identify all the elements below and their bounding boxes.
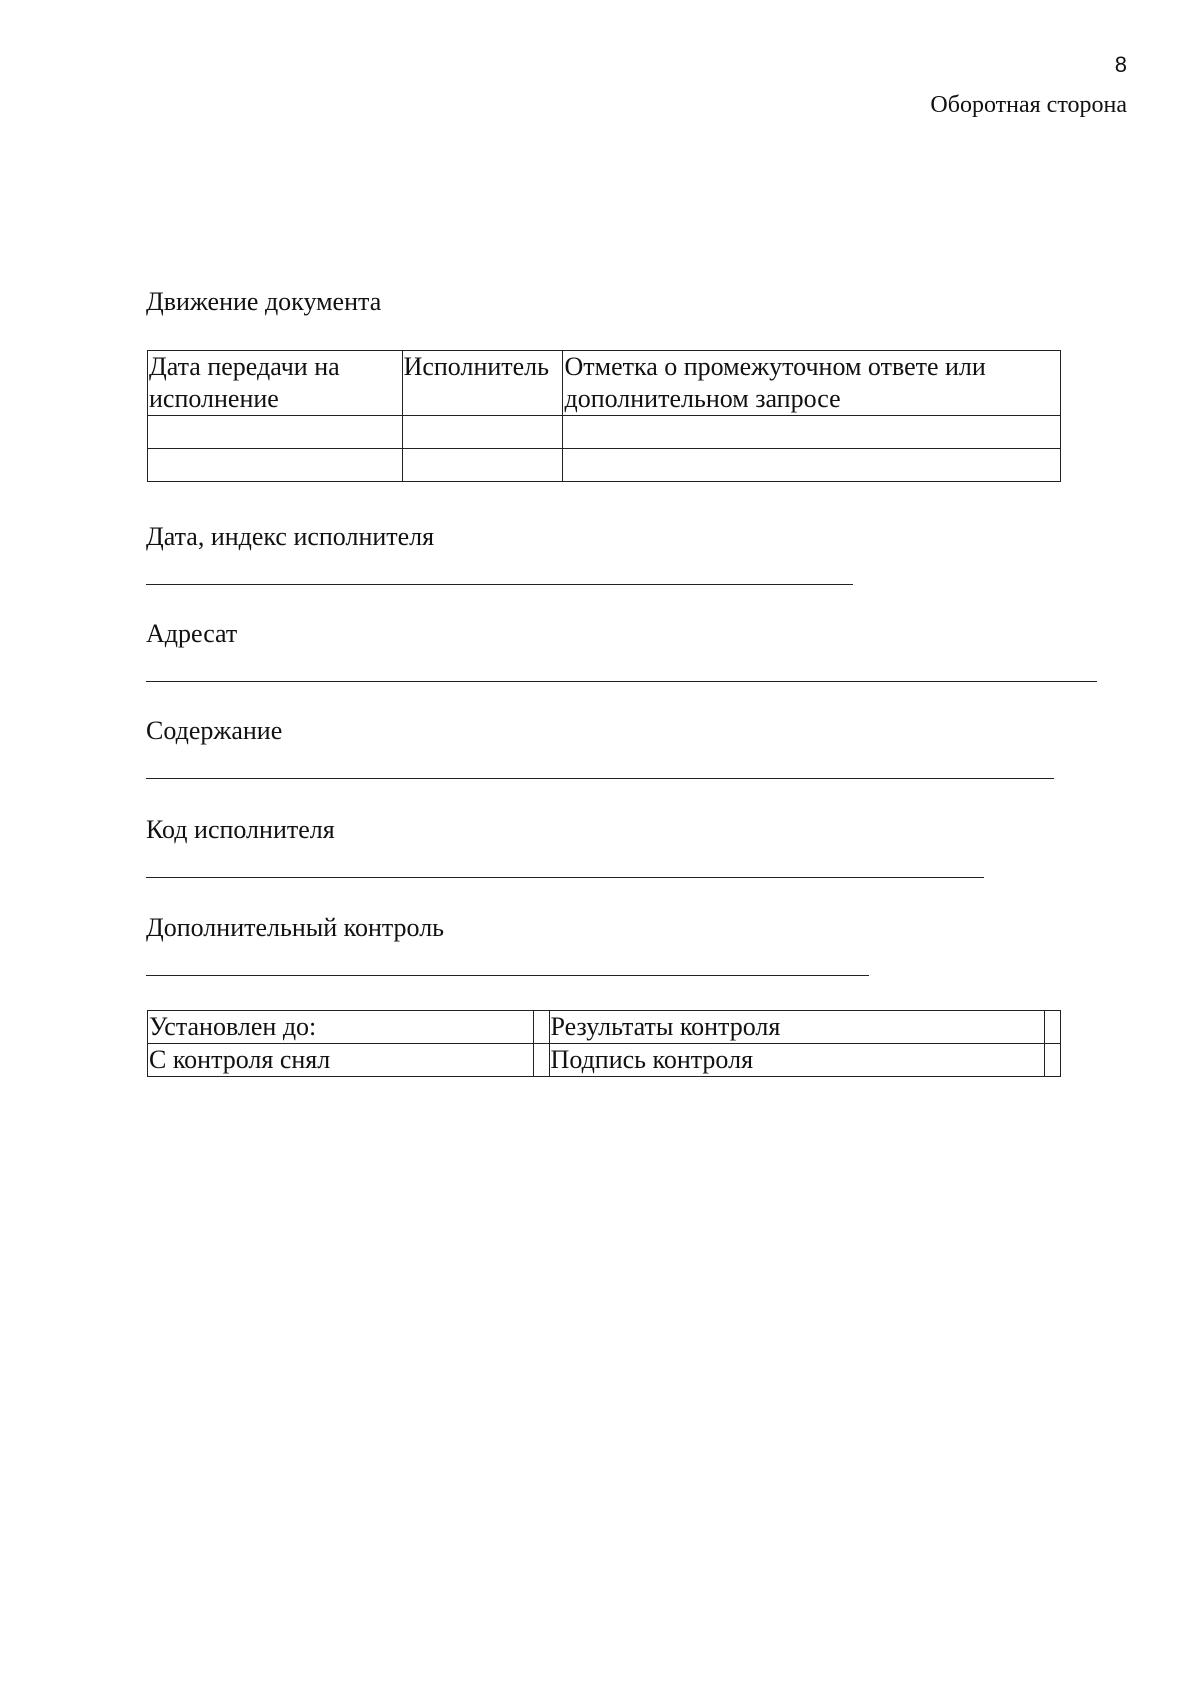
control-results-label: Результаты контроля [549,1011,1044,1044]
movement-cell[interactable] [148,449,403,482]
additional-control-label: Дополнительный контроль [146,913,445,942]
movement-header-date-line-1: Дата передачи на [149,352,340,381]
control-signature-value[interactable] [1045,1044,1061,1077]
table-row [148,449,1061,482]
movement-header-note-line-1: Отметка о промежуточном ответе или [564,352,986,381]
addressee-line[interactable] [146,681,1097,682]
page-number: 8 [1114,52,1127,77]
movement-table [147,350,1061,482]
movement-cell[interactable] [148,416,403,449]
movement-header-note-line-2: дополнительном запросе [564,384,841,413]
table-row [148,1044,1061,1077]
control-set-until-value[interactable] [533,1011,549,1044]
movement-header-date [148,351,403,416]
executor-code-label: Код исполнителя [146,815,335,844]
control-results-value[interactable] [1045,1011,1061,1044]
movement-header-executor-line-1: Исполнитель [403,352,550,381]
page-side-label: Оборотная сторона [930,92,1127,118]
table-row [148,1011,1061,1044]
addressee-label: Адресат [146,619,238,648]
content-label: Содержание [146,716,283,745]
movement-title: Движение документа [146,287,382,316]
movement-header-row [148,351,1061,416]
movement-header-executor [402,351,563,416]
movement-cell[interactable] [563,416,1061,449]
executor-date-index-line[interactable] [146,584,853,585]
executor-code-line[interactable] [146,877,984,878]
movement-cell[interactable] [402,416,563,449]
movement-header-date-line-2: исполнение [149,384,279,413]
executor-date-index-label: Дата, индекс исполнителя [146,522,435,551]
control-table [147,1010,1061,1077]
control-set-until-label: Установлен до: [148,1011,534,1044]
movement-cell[interactable] [563,449,1061,482]
control-removed-by-label: С контроля снял [148,1044,534,1077]
movement-header-note [563,351,1061,416]
table-row [148,416,1061,449]
content-line[interactable] [146,778,1054,779]
control-signature-label: Подпись контроля [549,1044,1044,1077]
additional-control-line[interactable] [146,975,869,976]
control-removed-by-value[interactable] [533,1044,549,1077]
movement-cell[interactable] [402,449,563,482]
